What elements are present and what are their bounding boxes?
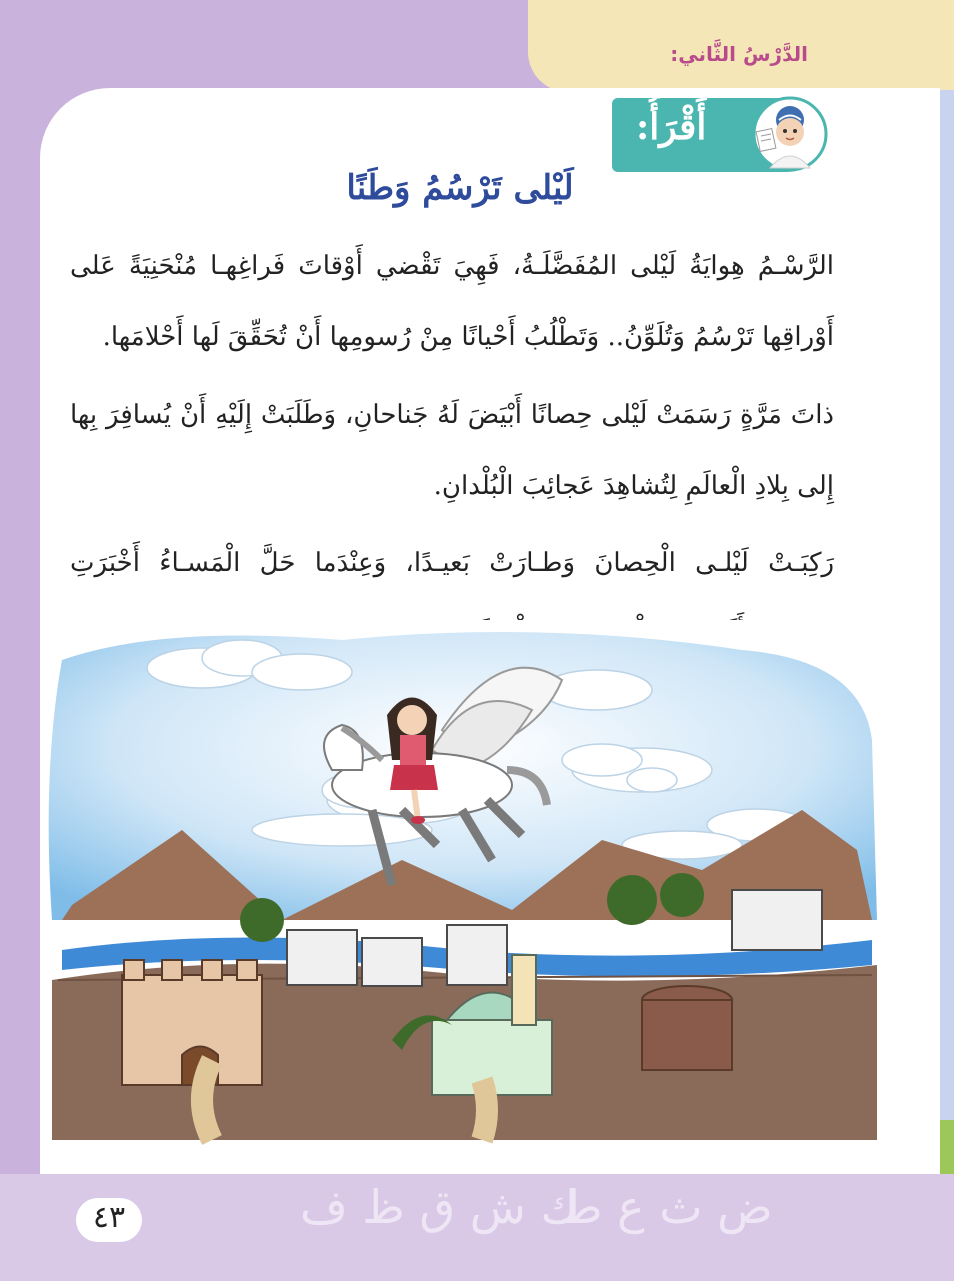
path-right [482, 1080, 487, 1140]
well [642, 986, 732, 1070]
boy-reading-icon [752, 96, 828, 172]
green-corner-accent [940, 1120, 954, 1175]
decorative-letters-2: ض ث ع ط [560, 1180, 773, 1234]
story-paragraph-2: ذاتَ مَرَّةٍ رَسَمَتْ لَيْلى حِصانًا أَبْيَضَ لَهُ جَناحانِ، وَطَلَبَتْ إِلَيْهِ أَنْ يُسافِرَ بِها إِلى بِلادِ الْعالَمِ لِتُشاهِدَ عَجائِبَ الْبُلْدانِ. [70, 400, 834, 501]
path-left [202, 1060, 212, 1140]
lesson-label: الدَّرْسُ الثَّاني: [670, 42, 808, 66]
read-label: أَقْرَأُ: [636, 106, 707, 148]
story-title: لَيْلى تَرْسُمُ وَطَنًا [346, 168, 574, 208]
right-edge-strip [940, 90, 954, 1150]
page-number: ٤٣ [92, 1200, 126, 1235]
fort [122, 960, 262, 1085]
decorative-letters: ك ش ق ظ ف [300, 1180, 579, 1234]
story-paragraph-3: رَكِبَـتْ لَيْلـى الْحِصانَ وَطـارَتْ بَعيـدًا، وَعِنْدَما حَلَّ الْمَسـاءُ أَخْبَرَتِ [70, 548, 834, 578]
story-illustration [42, 620, 884, 1155]
story-paragraph-1: الرَّسْـمُ هِوايَةُ لَيْلى المُفَضَّلَـةُ، فَهِيَ تَقْضي أَوْقاتَ فَراغِهـا مُنْحَنِيَةً عَلى أَوْراقِها تَرْسُمُ وَتُلَوِّنُ.. وَتَطْلُبُ أَحْيانًا مِنْ رُسومِها أَنْ تُحَقِّقَ لَها أَحْلامَها. [70, 251, 834, 352]
